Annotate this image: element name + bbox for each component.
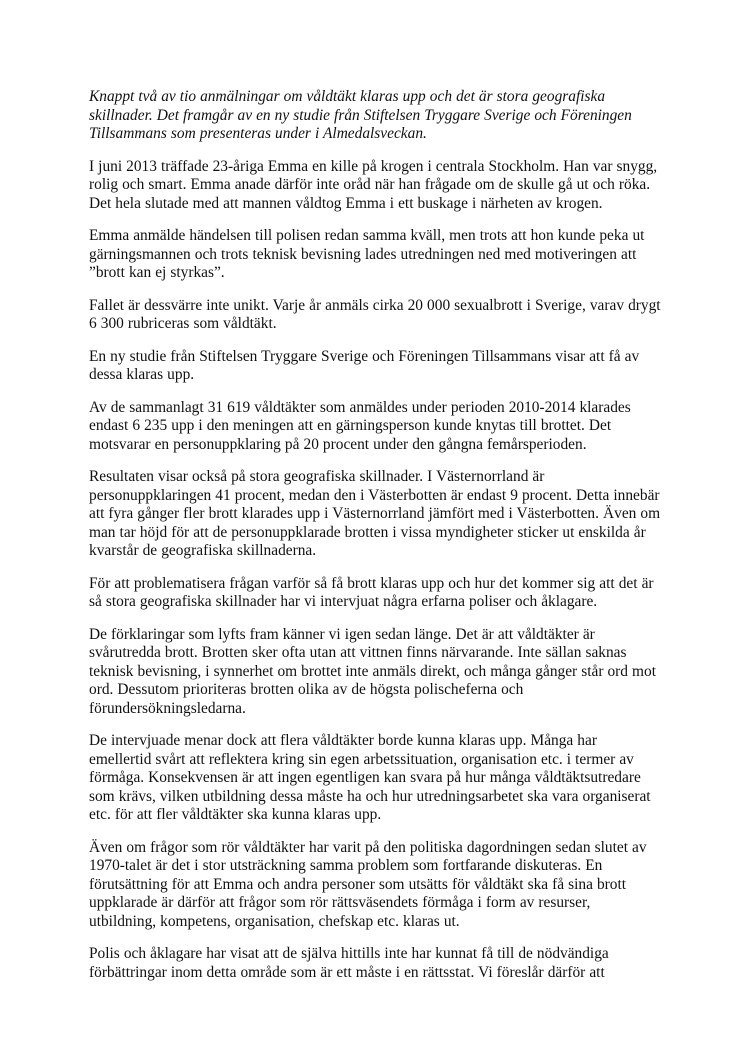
paragraph-5: Av de sammanlagt 31 619 våldtäkter som anmäldes under perioden 2010-2014 klarades endast 6 235 upp i den meningen att en gärningsperson kunde knytas till brottet. Det motsvarar en personuppklaring på 20 procent under den gångna femårsperioden. <box>89 398 631 453</box>
paragraph-9: De intervjuade menar dock att flera våldtäkter borde kunna klaras upp. Många har emellertid svårt att reflektera kring sin egen arbetssituation, organisation etc. i termer av förmåga. Konsekvensen är att ingen egentligen kan svara på hur många våldtäktsutredare som krävs, vilken utbildning dessa måste ha och hur utredningsarbetet ska vara organiserat etc. för att fler våldtäkter ska kunna klaras upp. <box>89 732 651 823</box>
paragraph-11: Polis och åklagare har visat att de själva hittills inte har kunnat få till de nödvändiga förbättringar inom detta område som är ett måste i en rättsstat. Vi föreslår därför att <box>89 945 609 981</box>
paragraph-2: Emma anmälde händelsen till polisen redan samma kväll, men trots att hon kunde peka ut gärningsmannen och trots teknisk bevisning lades utredningen ned med motiveringen att ”brott kan ej styrkas”. <box>89 227 645 281</box>
paragraph-4: En ny studie från Stiftelsen Tryggare Sverige och Föreningen Tillsammans visar att få av dessa klaras upp. <box>89 347 640 383</box>
document-body <box>89 88 661 996</box>
paragraph-6: Resultaten visar också på stora geografiska skillnader. I Västernorrland är personuppklaringen 41 procent, medan den i Västerbotten är endast 9 procent. Detta innebär att fyra gånger fler brott klarades upp i Västernorrland jämfört med i Västerbotten. Även om man tar höjd för att de personuppklarade brotten i vissa myndigheter sticker ut enskilda år kvarstår de geografiska skillnaderna. <box>89 468 661 559</box>
paragraph-7: För att problematisera frågan varför så få brott klaras upp och hur det kommer sig att det är så stora geografiska skillnader har vi intervjuat några erfarna poliser och åklagare. <box>89 574 654 610</box>
paragraph-10: Även om frågor som rör våldtäkter har varit på den politiska dagordningen sedan slutet av 1970-talet är det i stor utsträckning samma problem som fortfarande diskuteras. En förutsättning för att Emma och andra personer som utsätts för våldtäkt ska få sina brott uppklarade är därför att frågor som rör rättsväsendets förmåga i form av resurser, utbildning, kompetens, organisation, chefskap etc. klaras ut. <box>89 838 647 930</box>
paragraph-3: Fallet är dessvärre inte unikt. Varje år anmäls cirka 20 000 sexualbrott i Sverige, varav drygt 6 300 rubriceras som våldtäkt. <box>89 296 661 332</box>
lead-paragraph: Knappt två av tio anmälningar om våldtäkt klaras upp och det är stora geografiska skillnader. Det framgår av en ny studie från Stiftelsen Tryggare Sverige och Föreningen Tillsammans som presenteras under i Almedalsveckan. <box>89 88 632 142</box>
paragraph-8: De förklaringar som lyfts fram känner vi igen sedan länge. Det är att våldtäkter är svårutredda brott. Brotten sker ofta utan att vittnen finns närvarande. Inte sällan saknas teknisk bevisning, i synnerhet om brottet inte anmäls direkt, och många gånger står ord mot ord. Dessutom prioriteras brotten olika av de högsta polischeferna och förundersökningsledarna. <box>89 625 656 717</box>
paragraph-1: I juni 2013 träffade 23-åriga Emma en kille på krogen i centrala Stockholm. Han var snygg, rolig och smart. Emma anade därför inte oråd när han frågade om de skulle gå ut och röka. Det hela slutade med att mannen våldtog Emma i ett buskage i närheten av krogen. <box>89 157 658 212</box>
